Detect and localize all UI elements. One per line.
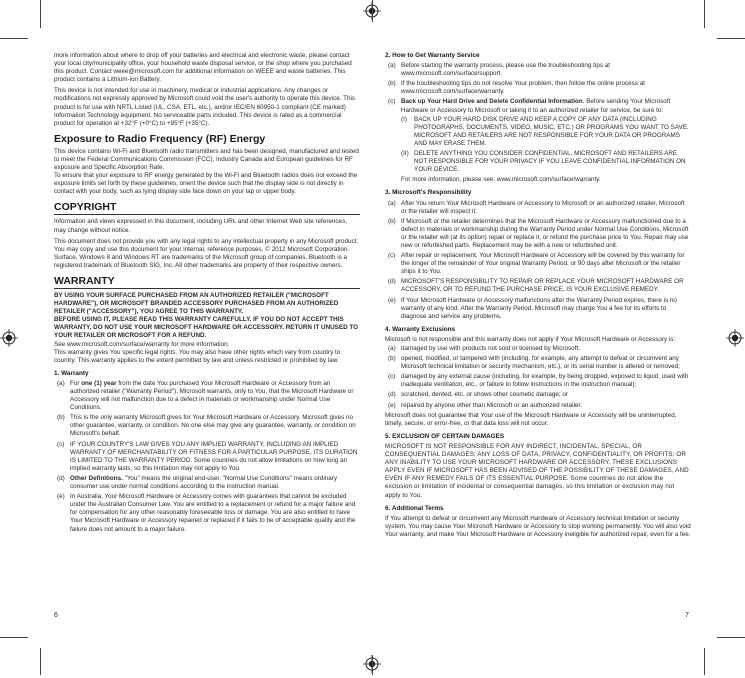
list-item: [385, 218, 691, 250]
list-item: [385, 80, 691, 96]
item-label: (c): [388, 373, 396, 381]
list-item: [385, 297, 691, 321]
copyright-heading: COPYRIGHT: [54, 201, 360, 215]
list-item: [385, 200, 691, 216]
item-text: If the troubleshooting tips do not resolve Your problem, then follow the online process at www.microsoft.com/surface/warranty.: [401, 80, 645, 96]
crop-mark: [372, 0, 373, 22]
item-label: (e): [388, 401, 396, 409]
item-text: repaired by anyone other than Microsoft or an authorized retailer.: [401, 401, 582, 409]
crop-mark: [704, 648, 705, 675]
list-item: [54, 441, 360, 473]
item-label: (b): [388, 80, 396, 88]
paragraph: more information about where to drop off your batteries and electrical and electronic waste, please contact your local city/municipality office, your household waste disposal service, or the shop where you purchased this product. Contact weee@microsoft.com for additional information on WEEE and waste batteries. This product contains a Lithium-ion Battery.: [54, 52, 352, 84]
paragraph: MICROSOFT IS NOT RESPONSIBLE FOR ANY INDIRECT, INCIDENTAL, SPECIAL, OR CONSEQUENTIAL DAMAGES; ANY LOSS OF DATA, PRIVACY, CONFIDENTIALITY, OR PROFITS; OR ANY INABILITY TO USE YOUR MICROSOFT HARDWARE OR ACCESSORY. THESE EXCLUSIONS APPLY EVEN IF MICROSOFT HAS BEEN ADVISED OF THE POSSIBILITY OF THESE DAMAGES, AND EVEN IF ANY REMEDY FAILS OF ITS ESSENTIAL PURPOSE. Some countries do not allow the exclusion or limitation of incidental or consequential damages, so this limitation or exclusion may not apply to You.: [385, 442, 689, 499]
sub-item-label: (II): [401, 150, 409, 158]
page-number-left: 6: [54, 612, 58, 619]
item-label: (b): [57, 414, 65, 422]
item-text: opened, modified, or tampered with (including, for example, any attempt to defeat or circumvent any Microsoft technical limitation or security mechanism, etc.), or its serial number is altered or removed;: [401, 355, 680, 371]
paragraph: See www.microsoft.com/surface/warranty for more information.: [54, 340, 230, 348]
item-label: (b): [388, 217, 396, 225]
item-label: (d): [57, 474, 65, 482]
section-heading: 2. How to Get Warranty Service: [385, 52, 480, 59]
sub-item-text: DELETE ANYTHING YOU CONSIDER CONFIDENTIAL. MICROSOFT AND RETAILERS ARE NOT RESPONSIBLE FOR YOUR PRIVACY IF YOU LEAVE CONFIDENTIAL INFORMATION ON YOUR DEVICE.: [414, 150, 686, 174]
item-label: (d): [388, 278, 396, 286]
crop-mark: [0, 637, 28, 638]
paragraph: To ensure that your exposure to RF energy generated by the Wi-Fi and Bluetooth radios does not exceed the exposure limits set forth by these guidelines, orient the device such that the display side is not directly in contact with your body, such as lying display side face down on your lap or upper body.: [54, 172, 358, 196]
list-item: [385, 402, 691, 410]
item-text: Back up Your Hard Drive and Delete Confidential Information. Before sending Your Microsoft Hardware or Accessory to Microsoft or taking it to an authorized retailer for service, be sure to: (I) BACK UP YOUR HARD DISK DRIVE AND KEEP A COPY OF ANY DATA (INCLUDING PHOTOGRAPHS, DOCUMENTS, VIDEO, MUSIC, ETC.) OR PROGRAMS YOU WANT TO SAVE. MICROSOFT AND RETAILERS ARE NOT RESPONSIBLE FOR YOUR DATA OR PROGRAMS AND MAY ERASE THEM. (II) DELETE ANYTHING YOU CONSIDER CONFIDENTIAL. MICROSOFT AND RETAILERS ARE NOT RESPONSIBLE FOR YOUR PRIVACY IF YOU LEAVE CONFIDENTIAL INFORMATION ON YOUR DEVICE. For more information, please see: www.microsoft.com/surface/warranty.: [401, 98, 691, 184]
item-label: (a): [388, 199, 396, 207]
crop-mark: [717, 38, 745, 39]
more-info: For more information, please see: www.microsoft.com/surface/warranty.: [401, 176, 601, 184]
warranty-notice: BEFORE USING IT, PLEASE READ THIS WARRANTY CAREFULLY. IF YOU DO NOT ACCEPT THIS WARRANTY, DO NOT USE YOUR MICROSOFT HARDWARE OR ACCESSORY. RETURN IT UNUSED TO YOUR RETAILER OR MICROSOFT FOR A REFUND.: [54, 316, 359, 340]
registration-mark-right: [726, 329, 744, 347]
crop-mark: [40, 648, 41, 675]
page-number-right: 7: [685, 612, 689, 619]
item-text: After repair or replacement, Your Microsoft Hardware or Accessory will be covered by this warranty for the longer of the remainder of Your original Warranty Period, or 90 days after Microsoft or the retailer ships it to You.: [401, 252, 685, 276]
list-item: [54, 414, 360, 438]
crop-mark: [717, 637, 745, 638]
sub-item-text: BACK UP YOUR HARD DISK DRIVE AND KEEP A COPY OF ANY DATA (INCLUDING PHOTOGRAPHS, DOCUMENTS, VIDEO, MUSIC, ETC.) OR PROGRAMS YOU WANT TO SAVE. MICROSOFT AND RETAILERS ARE NOT RESPONSIBLE FOR YOUR DATA OR PROGRAMS AND MAY ERASE THEM.: [414, 115, 689, 147]
item-text: Before starting the warranty process, please use the troubleshooting tips at www.microsoft.com/surface/support.: [401, 62, 610, 78]
section-heading: 4. Warranty Exclusions: [385, 325, 456, 333]
item-label: (c): [388, 252, 396, 260]
list-item: [54, 493, 360, 533]
item-text: IF YOUR COUNTRY'S LAW GIVES YOU ANY IMPLIED WARRANTY, INCLUDING AN IMPLIED WARRANTY OF MERCHANTABILITY OR FITNESS FOR A PARTICULAR PURPOSE, ITS DURATION IS LIMITED TO THE WARRANTY PERIOD. Some countries do not allow limitations on how long an implied warranty lasts, so this limitation may not apply to You.: [70, 440, 358, 472]
section-heading: 6. Additional Terms: [385, 504, 444, 512]
paragraph: This device contains Wi-Fi and Bluetooth radio transmitters and has been designed, manufactured and tested to meet the Federal Communications Commission (FCC), Industry Canada and European guidelines for RF exposure and Specific Absorption Rate.: [54, 147, 359, 172]
list-item: [385, 98, 691, 184]
list-item: [54, 475, 360, 491]
rf-heading: Exposure to Radio Frequency (RF) Energy: [54, 132, 266, 145]
list-item: [385, 278, 691, 294]
paragraph: This document does not provide you with any legal rights to any intellectual property in any Microsoft product. You may copy and use this document for your internal, reference purposes. © 2012 Microsoft Corporation. Surface, Windows 8 and Windows RT are trademarks of the Microsoft group of companies. Bluetooth is a registered trademark of Bluetooth SIG, Inc. All other trademarks are property of their respective owners.: [54, 237, 359, 269]
item-text: If Your Microsoft Hardware or Accessory malfunctions after the Warranty Period expires, there is no warranty of any kind. After the Warranty Period, Microsoft may charge You a fee for its efforts to diagnose and service any problems.: [401, 296, 677, 320]
item-label: (c): [57, 440, 65, 448]
section-heading: 3. Microsoft's Responsibility: [385, 189, 472, 197]
paragraph: Microsoft is not responsible and this warranty does not apply if Your Microsoft Hardware or Accessory is:: [385, 335, 676, 343]
item-text: damaged by use with products not sold or licensed by Microsoft;: [401, 345, 580, 352]
list-item: [385, 345, 691, 353]
list-item: [385, 252, 691, 276]
item-label: (a): [388, 345, 396, 352]
list-item: [54, 380, 360, 412]
sub-item: [401, 150, 691, 174]
item-text: MICROSOFT'S RESPONSIBILITY TO REPAIR OR REPLACE YOUR MICROSOFT HARDWARE OR ACCESSORY, OR TO REFUND THE PURCHASE PRICE, IS YOUR EXCLUSIVE REMEDY.: [401, 278, 684, 294]
item-label: (a): [388, 62, 396, 70]
item-label: (a): [57, 379, 65, 387]
paragraph: If You attempt to defeat or circumvent any Microsoft Hardware or Accessory technical limitation or security system, You may cause Your Microsoft Hardware or Accessory to stop working permanently. You will also void Your warranty, and make Your Microsoft Hardware or Accessory ineligible for authorized repair, even for a fee.: [385, 514, 691, 538]
paragraph: This warranty gives You specific legal rights. You may also have other rights which vary from country to country. This warranty applies to the extent permitted by law and unless restricted or prohibited by law.: [54, 348, 341, 364]
sub-item: [401, 116, 691, 148]
item-label: (c): [388, 98, 396, 106]
item-text: For one (1) year from the date You purchased Your Microsoft Hardware or Accessory from an authorized retailer ("Warranty Period"), Microsoft warrants, only to You, that the Microsoft Hardware or Accessory will not malfunction due to a defect in materials or workmanship under Normal Use Conditions.: [70, 379, 354, 412]
item-label: (d): [388, 391, 396, 399]
list-item: [385, 373, 691, 389]
crop-mark: [704, 0, 705, 28]
item-text: In Australia, Your Microsoft Hardware or Accessory comes with guarantees that cannot be excluded under the Australian Consumer Law. You are entitled to a replacement or refund for a major failure and for compensation for any other reasonably foreseeable loss or damage. You are also entitled to have Your Microsoft Hardware or Accessory repaired or replaced if it fails to be of acceptable quality and the failure does not amount to a major failure.: [70, 493, 356, 533]
left-page: [54, 52, 360, 536]
paragraph: This device is not intended for use in machinery, medical or industrial applications. Any changes or modifications not expressly approved by Microsoft could void the user's authority to operate this device. This product is for use with NRTL Listed (UL, CSA, ETL, etc.), and/or IEC/EN 60950-1 compliant (CE marked) Information Technology equipment. No serviceable parts included. This device is rated as a commercial product for operation at +32°F (+0°C) to +95°F (+35°C).: [54, 87, 356, 127]
section-heading: 1. Warranty: [54, 369, 89, 377]
right-page: [385, 52, 691, 542]
warranty-heading: WARRANTY: [54, 275, 360, 289]
paragraph: Microsoft does not guarantee that Your use of the Microsoft Hardware or Accessory will be uninterrupted, timely, secure, or error-free, or that data loss will not occur.: [385, 411, 677, 427]
crop-mark: [40, 0, 41, 28]
list-item: [385, 62, 691, 78]
item-text: After You return Your Microsoft Hardware or Accessory to Microsoft or an authorized retailer, Microsoft or the retailer will inspect it.: [401, 199, 685, 215]
section-heading: 5. EXCLUSION OF CERTAIN DAMAGES: [385, 432, 505, 440]
warranty-list: [54, 380, 360, 534]
crop-mark: [372, 655, 373, 675]
crop-mark: [0, 38, 28, 39]
sub-item-label: (I): [401, 115, 407, 123]
item-label: (e): [388, 296, 396, 304]
registration-mark-left: [0, 329, 18, 347]
warranty-notice: BY USING YOUR SURFACE PURCHASED FROM AN AUTHORIZED RETAILER ("MICROSOFT HARDWARE"), OR MICROSOFT BRANDED ACCESSORY PURCHASED FROM AN AUTHORIZED RETAILER ("ACCESSORY"), YOU AGREE TO THIS WARRANTY.: [54, 291, 339, 316]
item-label: (e): [57, 493, 65, 501]
list-item: [385, 355, 691, 371]
item-text: scratched, dented, etc. or shows other cosmetic damage; or: [401, 391, 568, 399]
item-text: This is the only warranty Microsoft gives for Your Microsoft Hardware or Accessory. Microsoft gives no other guarantee, warranty, or condition. No one else may give any guarantee, warranty, or condition on Microsoft's behalf.: [70, 414, 356, 438]
paragraph: Information and views expressed in this document, including URL and other Internet Web site references, may change without notice.: [54, 218, 347, 234]
item-text: If Microsoft or the retailer determines that the Microsoft Hardware or Accessory malfunctioned due to a defect in materials or workmanship during the Warranty Period under Normal Use Conditions, Microsoft or the retailer will (at its option) repair or replace it, or refund the purchase price to You. Repair may use new or refurbished parts. Replacement may be with a new or refurbished unit.: [401, 217, 689, 249]
item-text: damaged by any external cause (including, for example, by being dropped, exposed to liquid, used with inadequate ventilation, etc., or failure to follow instructions in the instruction manual);: [401, 373, 689, 389]
item-text: Other Definitions. "You" means the original end-user. "Normal Use Conditions" means ordinary consumer use under normal conditions according to the instruction manual.: [70, 474, 337, 491]
item-label: (b): [388, 355, 396, 363]
list-item: [385, 391, 691, 399]
